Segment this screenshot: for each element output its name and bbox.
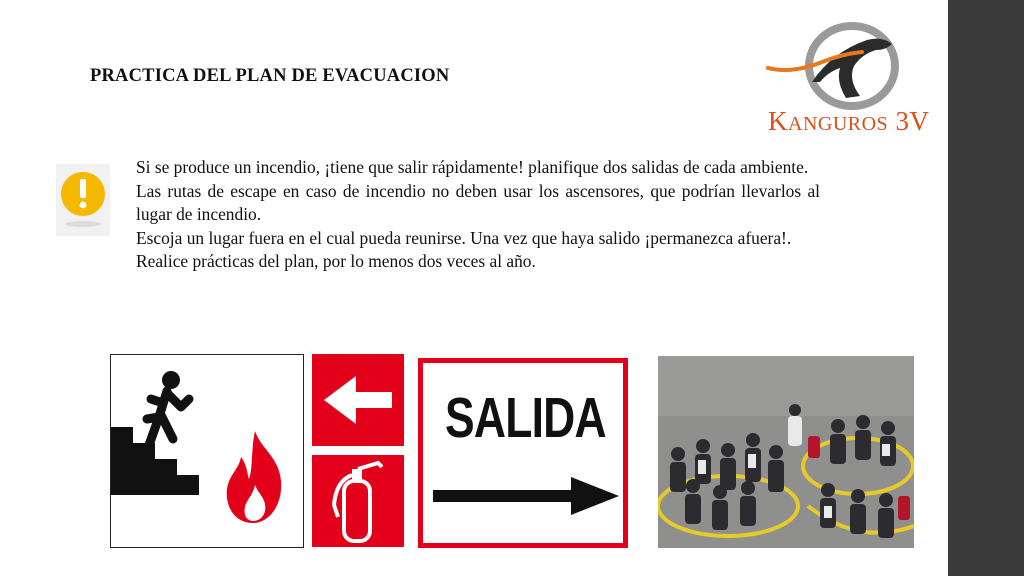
evacuation-drill-photo — [658, 356, 914, 548]
arrow-left-sign — [312, 354, 404, 446]
paragraph: Escoja un lugar fuera en el cual pueda reunirse. Una vez que haya salido ¡permanezca afuera!. — [136, 227, 792, 248]
salida-sign — [418, 358, 628, 548]
logo-letter-k: K — [768, 106, 788, 136]
warning-icon — [56, 164, 110, 236]
slide-title: PRACTICA DEL PLAN DE EVACUACION — [90, 66, 450, 86]
right-sidebar-bar — [948, 0, 1024, 576]
paragraph: Las rutas de escape en caso de incendio no deben usar los ascensores, que podrían llevarlos al lugar de incendio. — [136, 180, 820, 224]
extinguisher-sign — [312, 455, 404, 547]
logo-letters: ANGUROS — [788, 113, 889, 135]
salida-label: SALIDA — [445, 386, 606, 450]
arrow-right-icon — [431, 473, 621, 519]
paragraph: Si se produce un incendio, ¡tiene que salir rápidamente! planifique dos salidas de cada ambiente. — [136, 157, 809, 177]
paragraph: Realice prácticas del plan, por lo menos dos veces al año. — [136, 251, 536, 271]
warning-icon-tile — [56, 164, 110, 236]
logo-text — [768, 106, 929, 137]
body-text — [136, 156, 820, 274]
fire-icon — [221, 429, 289, 525]
fire-extinguisher-icon — [312, 455, 404, 547]
stairs-fire-sign — [110, 354, 304, 548]
arrow-left-icon — [312, 354, 404, 446]
logo-suffix: 3V — [895, 106, 930, 136]
